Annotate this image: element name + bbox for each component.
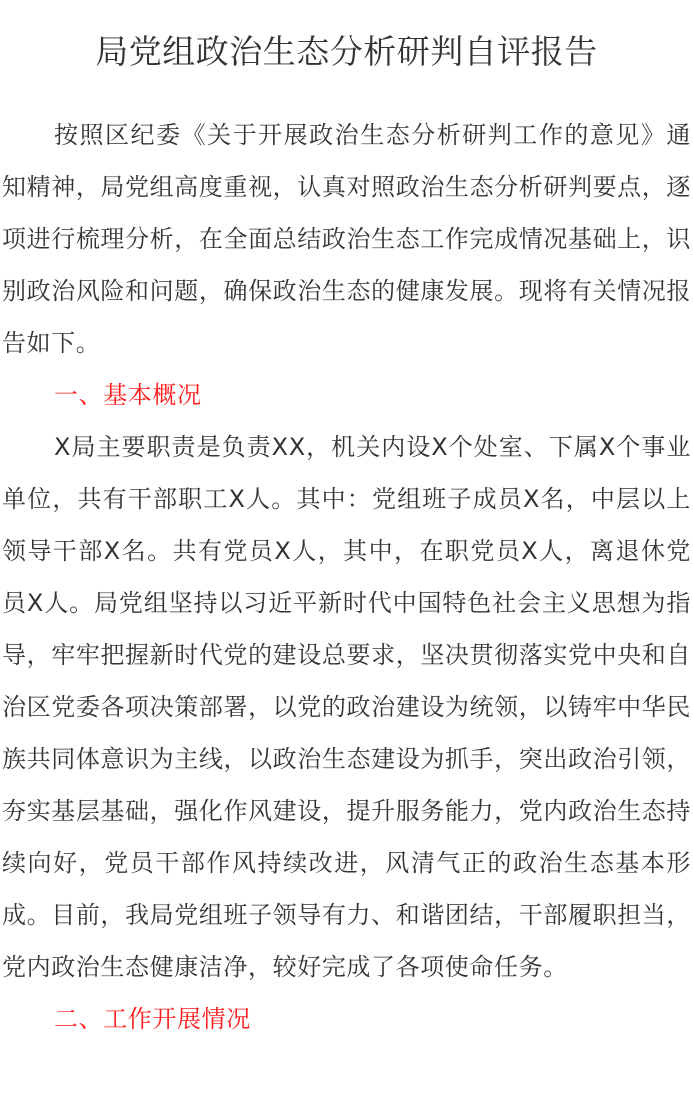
document-title: 局党组政治生态分析研判自评报告 (95, 32, 598, 71)
basic-overview-paragraph: X局主要职责是负责XX，机关内设X个处室、下属X个事业单位，共有干部职工X人。其中：党组班子成员X名，中层以上领导干部X名。共有党员X人，其中，在职党员X人，离退休党员X人。局党组坚持以习近平新时代中国特色社会主义思想为指导，牢牢把握新时代党的建设总要求，坚决贯彻落实党中央和自治区党委各项决策部署，以党的政治建设为统领，以铸牢中华民族共同体意识为主线，以政治生态建设为抓手，突出政治引领，夯实基层基础，强化作风建设，提升服务能力，党内政治生态持续向好，党员干部作风持续改进，风清气正的政治生态基本形成。目前，我局党组班子领导有力、和谐团结，干部履职担当，党内政治生态健康洁净，较好完成了各项使命任务。 (2, 433, 691, 981)
document-body (2, 109, 691, 1045)
intro-paragraph: 按照区纪委《关于开展政治生态分析研判工作的意见》通知精神，局党组高度重视，认真对照政治生态分析研判要点，逐项进行梳理分析，在全面总结政治生态工作完成情况基础上，识别政治风险和问题，确保政治生态的健康发展。现将有关情况报告如下。 (2, 121, 691, 357)
section-heading-work-progress: 二、工作开展情况 (54, 1005, 251, 1033)
section-heading-basic-overview: 一、基本概况 (54, 381, 202, 409)
